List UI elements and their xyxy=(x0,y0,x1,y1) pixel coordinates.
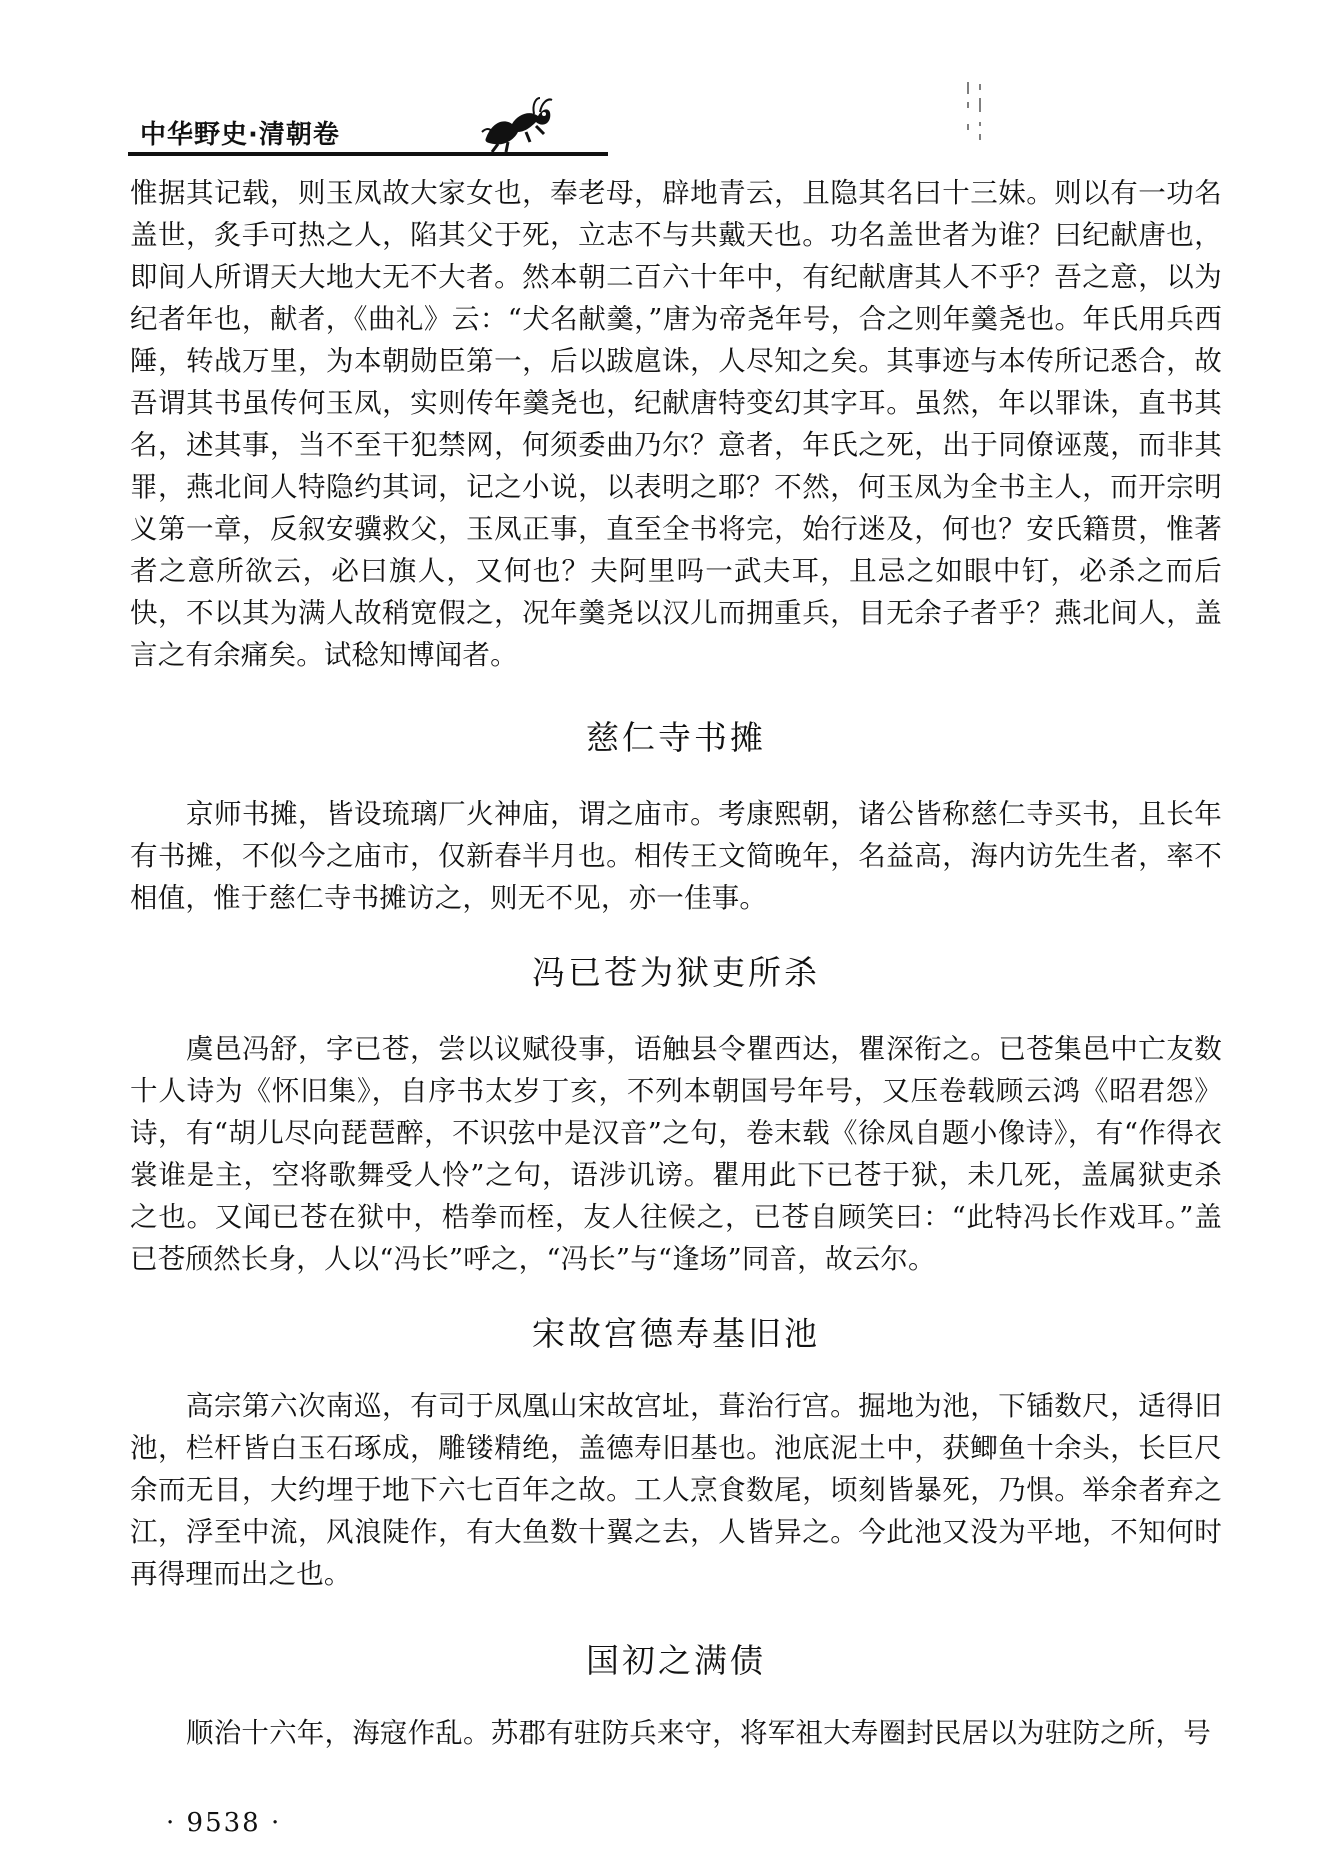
page-number: · 9538 · xyxy=(166,1808,282,1838)
dragon-emblem-icon xyxy=(478,92,556,154)
section-title: 国初之满债 xyxy=(586,1641,766,1680)
page-body xyxy=(130,172,1222,1754)
section-body: 顺治十六年，海寇作乱。苏郡有驻防兵来守，将军祖大寿圈封民居以为驻防之所，号 xyxy=(186,1717,1211,1749)
scan-marks xyxy=(958,78,998,148)
section-title: 宋故宫德寿基旧池 xyxy=(532,1314,820,1353)
intro-paragraph: 惟据其记载，则玉凤故大家女也，奉老母，辟地青云，且隐其名曰十三妹。则以有一功名盖世，炙手可热之人，陷其父于死，立志不与共戴天也。功名盖世者为谁？曰纪献唐也，即间人所谓天大地大无不大者。然本朝二百六十年中，有纪献唐其人不乎？吾之意，以为纪者年也，献者，《曲礼》云：“犬名献羹，”唐为帝尧年号，合之则年羹尧也。年氏用兵西陲，转战万里，为本朝勋臣第一，后以跋扈诛，人尽知之矣。其事迹与本传所记悉合，故吾谓其书虽传何玉凤，实则传年羹尧也，纪献唐特变幻其字耳。虽然，年以罪诛，直书其名，述其事，当不至干犯禁网，何须委曲乃尔？意者，年氏之死，出于同僚诬蔑，而非其罪，燕北间人特隐约其词，记之小说，以表明之耶？不然，何玉凤为全书主人，而开宗明义第一章，反叙安骥救父，玉凤正事，直至全书将完，始行迷及，何也？安氏籍贯，惟著者之意所欲云，必曰旗人，又何也？夫阿里吗一武夫耳，且忌之如眼中钉，必杀之而后快，不以其为满人故稍宽假之，况年羹尧以汉儿而拥重兵，目无余子者乎？燕北间人，盖言之有余痛矣。试稔知博闻者。 xyxy=(130,177,1222,671)
book-title: 中华野史·清朝卷 xyxy=(140,120,340,150)
section-title: 慈仁寺书摊 xyxy=(586,718,766,757)
section-body: 高宗第六次南巡，有司于凤凰山宋故宫址，葺治行宫。掘地为池，下锸数尺，适得旧池，栏杆皆白玉石琢成，雕镂精绝，盖德寿旧基也。池底泥土中，获鲫鱼十余头，长巨尺余而无目，大约埋于地下六七百年之故。工人烹食数尾，顷刻皆暴死，乃惧。举余者弃之江，浮至中流，风浪陡作，有大鱼数十翼之去，人皆异之。今此池又没为平地，不知何时再得理而出之也。 xyxy=(130,1390,1222,1590)
section-title: 冯已苍为狱吏所杀 xyxy=(532,953,820,992)
running-header xyxy=(128,78,1224,158)
header-rule xyxy=(128,152,608,156)
section-body: 虞邑冯舒，字已苍，尝以议赋役事，语触县令瞿西达，瞿深衔之。已苍集邑中亡友数十人诗为《怀旧集》，自序书太岁丁亥，不列本朝国号年号，又压卷载顾云鸿《昭君怨》诗，有“胡儿尽向琵琶醉，不识弦中是汉音”之句，卷末载《徐凤自题小像诗》，有“作得衣裳谁是主，空将歌舞受人怜”之句，语涉讥谤。瞿用此下已苍于狱，未几死，盖属狱吏杀之也。又闻已苍在狱中，梏拳而桎，友人往候之，已苍自顾笑曰：“此特冯长作戏耳。”盖已苍颀然长身，人以“冯长”呼之，“冯长”与“逢场”同音，故云尔。 xyxy=(130,1033,1222,1275)
section-body: 京师书摊，皆设琉璃厂火神庙，谓之庙市。考康熙朝，诸公皆称慈仁寺买书，且长年有书摊，不似今之庙市，仅新春半月也。相传王文简晚年，名益高，海内访先生者，率不相值，惟于慈仁寺书摊访之，则无不见，亦一佳事。 xyxy=(130,798,1222,914)
